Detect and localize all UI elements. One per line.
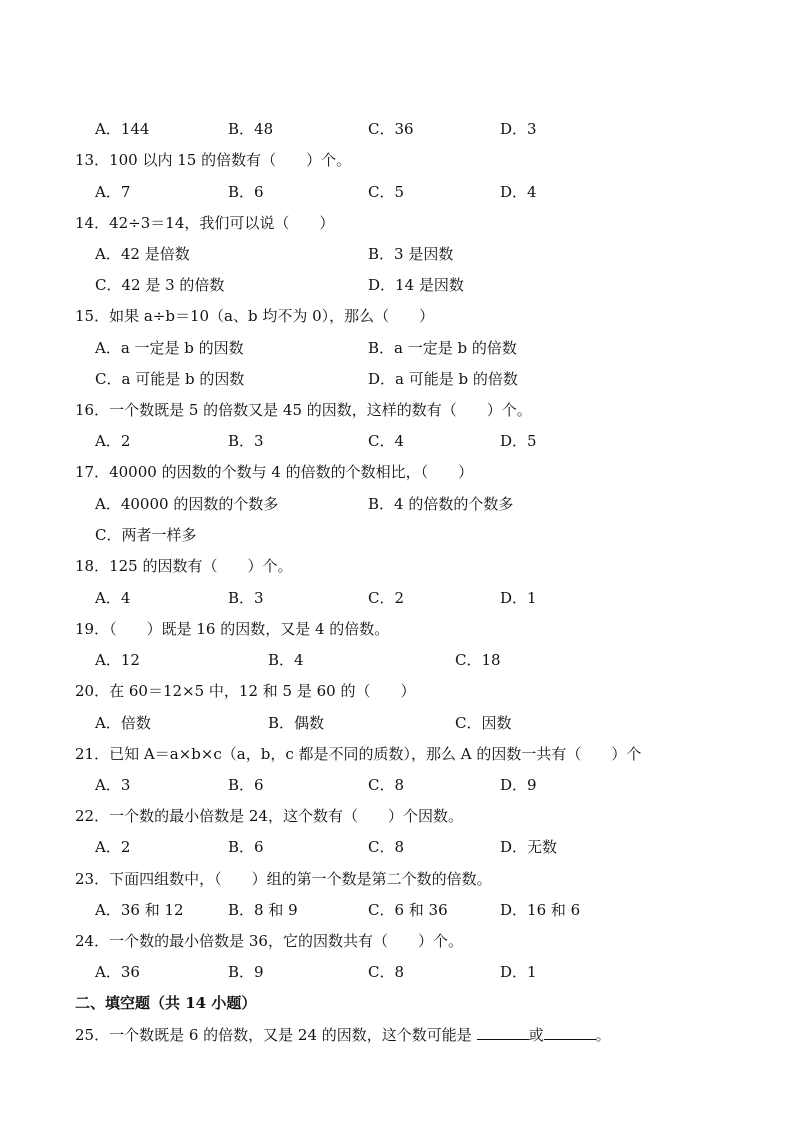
option-a: A．42 是倍数 — [95, 245, 190, 263]
option-c: C．8 — [368, 776, 405, 794]
question-13: 13．100 以内 15 的倍数有（ ）个。 — [75, 151, 352, 169]
question-20: 20．在 60＝12×5 中，12 和 5 是 60 的（ ） — [75, 682, 416, 700]
option-b: B．4 — [268, 651, 304, 669]
option-a: A．3 — [95, 776, 131, 794]
question-21: 21．已知 A＝a×b×c（a，b，c 都是不同的质数），那么 A 的因数一共有（ ）个 — [75, 745, 642, 763]
option-c: C．2 — [368, 589, 405, 607]
option-c: C．4 — [368, 432, 405, 450]
option-b: B．6 — [228, 838, 264, 856]
option-d: D．14 是因数 — [368, 276, 464, 294]
option-b: B．6 — [228, 776, 264, 794]
option-b: B．3 是因数 — [368, 245, 454, 263]
option-a: A．2 — [95, 838, 131, 856]
question-16: 16．一个数既是 5 的倍数又是 45 的因数，这样的数有（ ）个。 — [75, 401, 532, 419]
option-d: D．1 — [500, 589, 537, 607]
option-a: A．144 — [95, 120, 150, 138]
option-d: D．a 可能是 b 的倍数 — [368, 370, 518, 388]
question-24: 24．一个数的最小倍数是 36，它的因数共有（ ）个。 — [75, 932, 463, 950]
option-a: A．12 — [95, 651, 140, 669]
option-a: A．2 — [95, 432, 131, 450]
option-d: D．1 — [500, 963, 537, 981]
option-a: A．40000 的因数的个数多 — [95, 495, 279, 513]
question-25-connector: 或 — [528, 1026, 544, 1044]
option-b: B．a 一定是 b 的倍数 — [368, 339, 517, 357]
option-b: B．3 — [228, 432, 264, 450]
option-a: A．7 — [95, 183, 131, 201]
question-19: 19．（ ）既是 16 的因数，又是 4 的倍数。 — [75, 620, 390, 638]
question-22: 22．一个数的最小倍数是 24，这个数有（ ）个因数。 — [75, 807, 463, 825]
option-d: D．16 和 6 — [500, 901, 581, 919]
option-b: B．6 — [228, 183, 264, 201]
option-c: C．18 — [455, 651, 501, 669]
option-b: B．偶数 — [268, 714, 325, 732]
option-c: C．因数 — [455, 714, 512, 732]
option-c: C．6 和 36 — [368, 901, 448, 919]
option-c: C．两者一样多 — [95, 526, 197, 544]
option-d: D．无数 — [500, 838, 558, 856]
section-heading: 二、填空题（共 14 小题） — [75, 994, 257, 1012]
answer-blank[interactable] — [544, 1025, 596, 1040]
option-c: C．5 — [368, 183, 405, 201]
question-15: 15．如果 a÷b＝10（a、b 均不为 0），那么（ ） — [75, 307, 435, 325]
question-18: 18．125 的因数有（ ）个。 — [75, 557, 293, 575]
option-b: B．4 的倍数的个数多 — [368, 495, 514, 513]
question-17: 17．40000 的因数的个数与 4 的倍数的个数相比，（ ） — [75, 463, 474, 481]
option-b: B．3 — [228, 589, 264, 607]
option-a: A．4 — [95, 589, 131, 607]
option-a: A．36 — [95, 963, 140, 981]
question-23: 23．下面四组数中，（ ）组的第一个数是第二个数的倍数。 — [75, 870, 492, 888]
option-c: C．8 — [368, 963, 405, 981]
option-b: B．8 和 9 — [228, 901, 298, 919]
answer-blank[interactable] — [477, 1025, 529, 1040]
option-c: C．a 可能是 b 的因数 — [95, 370, 245, 388]
question-25-text: 25．一个数既是 6 的倍数，又是 24 的因数，这个数可能是 — [75, 1026, 472, 1044]
option-a: A．倍数 — [95, 714, 151, 732]
option-b: B．48 — [228, 120, 274, 138]
option-a: A．36 和 12 — [95, 901, 184, 919]
option-d: D．4 — [500, 183, 537, 201]
option-a: A．a 一定是 b 的因数 — [95, 339, 244, 357]
option-d: D．5 — [500, 432, 537, 450]
option-b: B．9 — [228, 963, 264, 981]
option-c: C．36 — [368, 120, 414, 138]
option-d: D．3 — [500, 120, 537, 138]
question-25 — [75, 1025, 611, 1045]
option-c: C．8 — [368, 838, 405, 856]
question-25-end: 。 — [595, 1026, 611, 1044]
option-d: D．9 — [500, 776, 537, 794]
option-c: C．42 是 3 的倍数 — [95, 276, 225, 294]
question-14: 14．42÷3＝14，我们可以说（ ） — [75, 214, 335, 232]
